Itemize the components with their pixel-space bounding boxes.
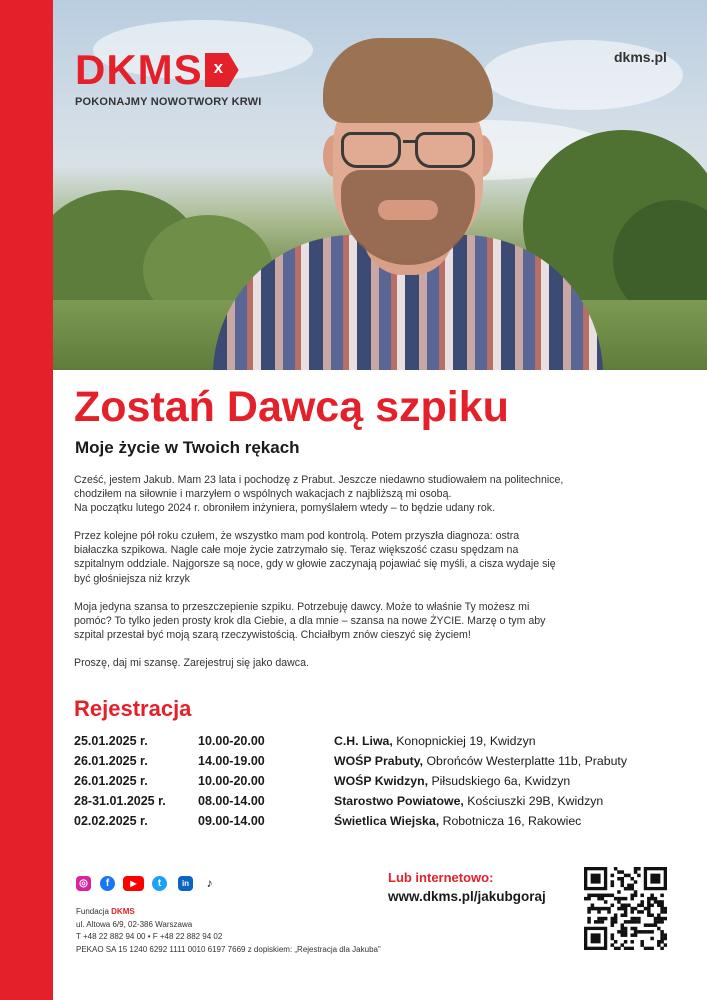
schedule-row (74, 734, 694, 752)
schedule-time: 10.00-20.00 (198, 774, 265, 788)
dkms-logo[interactable]: DKMS x POKONAJMY NOWOTWORY KRWI (75, 46, 262, 108)
schedule-date: 25.01.2025 r. (74, 734, 148, 748)
footer-contact (76, 906, 381, 956)
page-subtitle: Moje życie w Twoich rękach (75, 438, 300, 457)
paragraph: Proszę, daj mi szansę. Zarejestruj się jako dawca. (74, 656, 309, 669)
registration-heading: Rejestracja (74, 696, 192, 721)
schedule-place: WOŚP Prabuty, Obrońców Westerplatte 11b, Prabuty (334, 754, 627, 768)
footer-bank-account: PEKAO SA 15 1240 6292 1111 0010 6197 7669 z dopiskiem: „Rejestracja dla Jakuba” (76, 944, 381, 954)
schedule-date: 26.01.2025 r. (74, 774, 148, 788)
schedule-date: 02.02.2025 r. (74, 814, 148, 828)
schedule-time: 14.00-19.00 (198, 754, 265, 768)
schedule-date: 28-31.01.2025 r. (74, 794, 166, 808)
instagram-icon[interactable]: ◎ (76, 876, 91, 891)
schedule-time: 09.00-14.00 (198, 814, 265, 828)
paragraph: Moja jedyna szansa to przeszczepienie szpiku. Potrzebuję dawcy. Może to właśnie Ty możesz mi pomóc? To tylko jeden prosty krok dla Ciebie, a dla mnie – szansa na nowe ŻYCIE. Marzę o tym aby szpital przestał być moją szarą rzeczywistością. Chciałbym znów cieszyć się życiem! (74, 600, 546, 641)
paragraph: Przez kolejne pół roku czułem, że wszystko mam pod kontrolą. Potem przyszła diagnoza: ostra białaczka szpikowa. Nagle całe moje życie zatrzymało się. Teraz większość czasu spędzam na szpitalnym oddziale. Najgorsze są noce, gdy w głowie zaczynają pojawiać się myśli, a cisza wydaje się być głośniejsza niż krzyk (74, 530, 556, 585)
online-registration-link[interactable]: www.dkms.pl/jakubgoraj (388, 889, 546, 904)
schedule-date: 26.01.2025 r. (74, 754, 148, 768)
schedule-place: Świetlica Wiejska, Robotnicza 16, Rakowiec (334, 814, 582, 828)
linkedin-icon[interactable]: in (178, 876, 193, 891)
tiktok-icon[interactable]: ♪ (202, 876, 217, 891)
paragraph: Cześć, jestem Jakub. Mam 23 lata i pochodzę z Prabut. Jeszcze niedawno studiowałem na politechnice, chodziłem na siłownie i marzyłem o wspólnych wakacjach z najbliższą mi osobą. Na początku lutego 2024 r. obroniłem inżyniera, pomyślałem wtedy – to będzie udany rok. (74, 474, 564, 515)
facebook-icon[interactable]: f (100, 876, 115, 891)
schedule-place: Starostwo Powiatowe, Kościuszki 29B, Kwidzyn (334, 794, 604, 808)
footer-org: Fundacja DKMS (76, 907, 135, 916)
schedule-row (74, 754, 694, 772)
online-label: Lub internetowo: (388, 870, 494, 885)
portrait-figure (213, 20, 603, 370)
footer-phones: T +48 22 882 94 00 • F +48 22 882 94 02 (76, 932, 223, 941)
schedule-row (74, 774, 694, 792)
story-text (74, 473, 689, 684)
twitter-icon[interactable]: t (152, 876, 167, 891)
footer-address: ul. Altowa 6/9, 02-386 Warszawa (76, 919, 193, 929)
schedule-time: 10.00-20.00 (198, 734, 265, 748)
schedule-place: WOŚP Kwidzyn, Piłsudskiego 6a, Kwidzyn (334, 774, 571, 788)
qr-code[interactable] (584, 867, 667, 950)
logo-wordmark: DKMS (75, 46, 203, 93)
schedule-row (74, 794, 694, 812)
logo-tagline: POKONAJMY NOWOTWORY KRWI (75, 96, 262, 108)
youtube-icon[interactable]: ▶ (123, 876, 144, 891)
schedule-place: C.H. Liwa, Konopnickiej 19, Kwidzyn (334, 734, 536, 748)
schedule-time: 08.00-14.00 (198, 794, 265, 808)
website-link-top[interactable]: dkms.pl (614, 49, 667, 65)
schedule-row (74, 814, 694, 832)
red-side-bar (0, 0, 53, 1000)
page-title: Zostań Dawcą szpiku (74, 383, 509, 431)
